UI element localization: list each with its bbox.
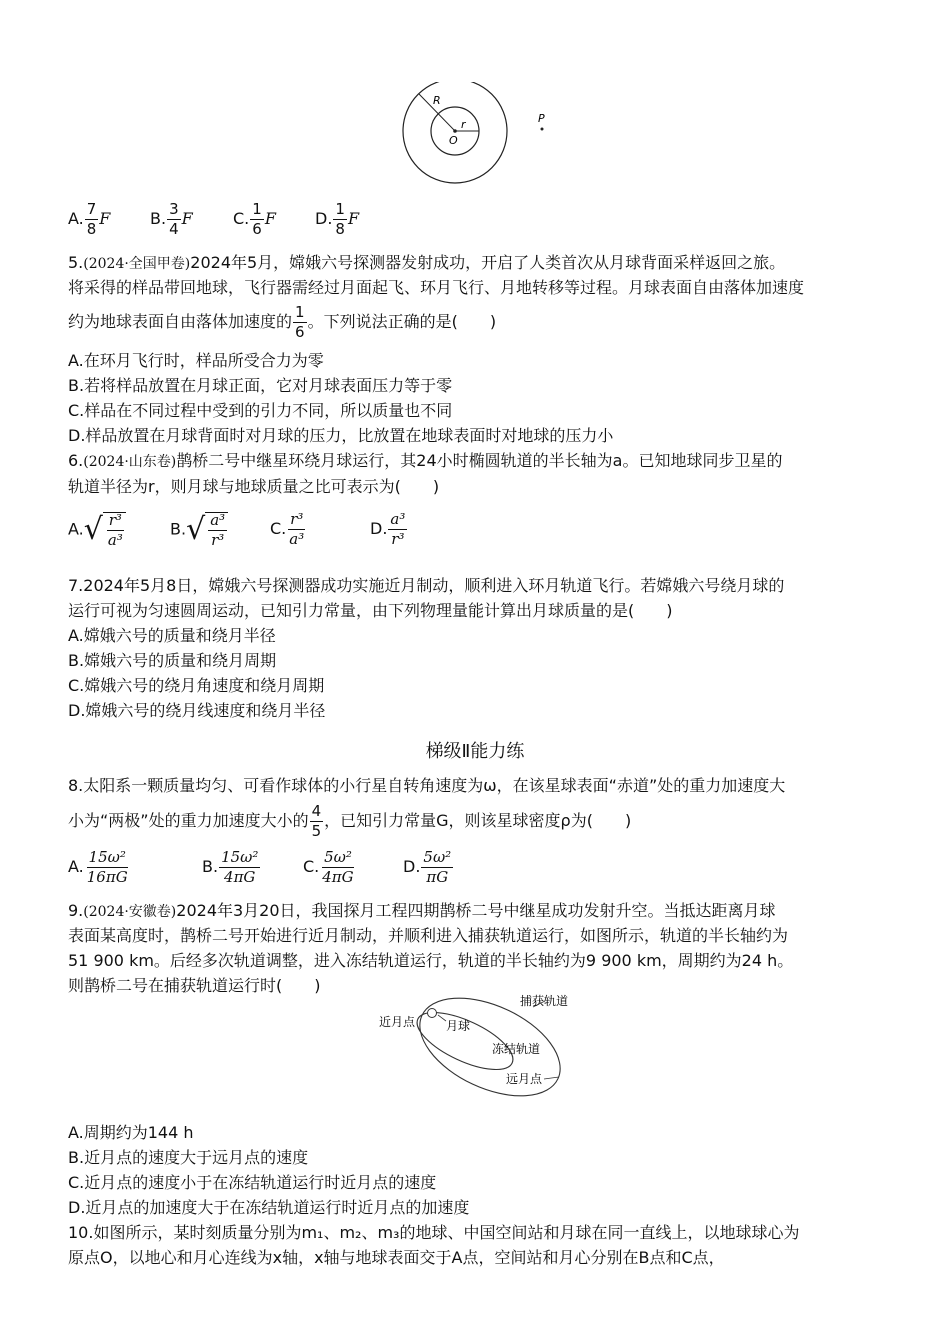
q5-line-3: 约为地球表面自由落体加速度的 $\frac{1}{6}$ 。下列说法正确的是( ) (68, 303, 497, 341)
q6-line-2: 轨道半径为r，则月球与地球质量之比可表示为( ) (68, 477, 440, 496)
q4-option-d[interactable]: D. $\frac{1}{8}$ F (315, 200, 360, 238)
label-apolune: 远月点 (506, 1072, 543, 1086)
q5-option-d[interactable]: D.样品放置在月球背面时对月球的压力，比放置在地球表面时对地球的压力小 (68, 426, 614, 445)
figure-orbits (370, 993, 590, 1103)
q8-option-d[interactable]: D. $\frac{\text{5ω²}}{\pi G}$ (403, 848, 452, 886)
q7-option-d[interactable]: D.嫦娥六号的绕月线速度和绕月半径 (68, 701, 326, 720)
q5-option-c[interactable]: C.样品在不同过程中受到的引力不同，所以质量也不同 (68, 401, 453, 420)
moon-circle (428, 1009, 437, 1018)
section-title: 梯级Ⅱ能力练 (425, 741, 525, 762)
q6-option-d[interactable]: D. $\frac{\text{a³}}{\text{r³}}$ (370, 510, 406, 548)
point-P-dot (541, 128, 544, 131)
label-P: P (538, 112, 545, 125)
q7-option-a[interactable]: A.嫦娥六号的质量和绕月半径 (68, 626, 276, 645)
q7-option-b[interactable]: B.嫦娥六号的质量和绕月周期 (68, 651, 277, 670)
q7-line-1: 7.2024年5月8日，嫦娥六号探测器成功实施近月制动，顺利进入环月轨道飞行。若嫦娥六号绕月球的 (68, 576, 785, 595)
label-moon: 月球 (446, 1019, 471, 1033)
q8-option-b[interactable]: B. $\frac{\text{15ω²}}{4\pi G}$ (202, 848, 259, 886)
q5-line-1: 5.(2024·全国甲卷)2024年5月，嫦娥六号探测器发射成功，开启了人类首次从月球背面采样返回之旅。 (68, 253, 786, 272)
q9-option-d[interactable]: D.近月点的加速度大于在冻结轨道运行时近月点的加速度 (68, 1198, 470, 1217)
q9-option-c[interactable]: C.近月点的速度小于在冻结轨道运行时近月点的速度 (68, 1173, 437, 1192)
q10-line-1: 10.如图所示，某时刻质量分别为m₁、m₂、m₃的地球、中国空间站和月球在同一直线上，以地球球心为 (68, 1223, 800, 1242)
q4-option-c[interactable]: C. $\frac{1}{6}$ F (233, 200, 276, 238)
q9-line-1: 9.(2024·安徽卷)2024年3月20日，我国探月工程四期鹊桥二号中继星成功发射升空。当抵达距离月球 (68, 901, 776, 920)
q4-option-a[interactable]: A. $\frac{7}{8}$ F (68, 200, 111, 238)
q4-option-b[interactable]: B. $\frac{3}{4}$ F (150, 200, 193, 238)
q8-line-2: 小为“两极”处的重力加速度大小的 $\frac{4}{5}$ ，已知引力常量G，则该星球密度ρ为( ) (68, 802, 632, 840)
figure-concentric-circles (395, 82, 565, 192)
label-r: r (461, 118, 466, 131)
moon-leader (438, 1015, 446, 1021)
q9-line-3: 51 900 km。后经多次轨道调整，进入冻结轨道运行，轨道的半长轴约为9 900 km，周期约为24 h。 (68, 951, 794, 970)
q8-option-c[interactable]: C. $\frac{\text{5ω²}}{4\pi G}$ (303, 848, 354, 886)
q9-line-2: 表面某高度时，鹊桥二号开始进行近月制动，并顺利进入捕获轨道运行，如图所示，轨道的半长轴约为 (68, 926, 789, 945)
q8-option-a[interactable]: A. $\frac{\text{15ω²}}{16\pi G}$ (68, 848, 128, 886)
q6-option-b[interactable]: B. √ $\frac{\text{a³}}{\text{r³}}$ (170, 512, 228, 548)
q10-line-2: 原点O，以地心和月心连线为x轴，x轴与地球表面交于A点，空间站和月心分别在B点和C点， (68, 1248, 725, 1267)
q7-line-2: 运行可视为匀速圆周运动，已知引力常量，由下列物理量能计算出月球质量的是( ) (68, 601, 673, 620)
center-dot (453, 129, 457, 133)
label-perilune: 近月点 (379, 1015, 416, 1029)
q6-option-c[interactable]: C. $\frac{\text{r³}}{\text{a³}}$ (270, 510, 305, 548)
sqrt-icon: √ (83, 512, 103, 547)
sqrt-icon: √ (186, 512, 206, 547)
q9-option-b[interactable]: B.近月点的速度大于远月点的速度 (68, 1148, 309, 1167)
label-frozen-orbit: 冻结轨道 (492, 1042, 541, 1056)
q5-line-2: 将采得的样品带回地球，飞行器需经过月面起飞、环月飞行、月地转移等过程。月球表面自由落体加速度 (68, 278, 805, 297)
q9-line-4: 则鹊桥二号在捕获轨道运行时( ) (68, 976, 321, 995)
q6-line-1: 6.(2024·山东卷)鹊桥二号中继星环绕月球运行，其24小时椭圆轨道的半长轴为a。已知地球同步卫星的 (68, 451, 783, 470)
q6-option-a[interactable]: A. √ $\frac{\text{r³}}{\text{a³}}$ (68, 512, 126, 548)
q5-option-b[interactable]: B.若将样品放置在月球正面，它对月球表面压力等于零 (68, 376, 453, 395)
apolune-leader (544, 1077, 559, 1079)
label-capture-orbit: 捕获轨道 (520, 994, 569, 1008)
label-R: R (433, 94, 441, 107)
q8-line-1: 8.太阳系一颗质量均匀、可看作球体的小行星自转角速度为ω，在该星球表面“赤道”处的重力加速度大 (68, 776, 786, 795)
q7-option-c[interactable]: C.嫦娥六号的绕月角速度和绕月周期 (68, 676, 325, 695)
q9-option-a[interactable]: A.周期约为144 h (68, 1123, 194, 1142)
frozen-orbit-ellipse (409, 1001, 520, 1081)
label-O: O (449, 134, 458, 147)
q5-option-a[interactable]: A.在环月飞行时，样品所受合力为零 (68, 351, 324, 370)
